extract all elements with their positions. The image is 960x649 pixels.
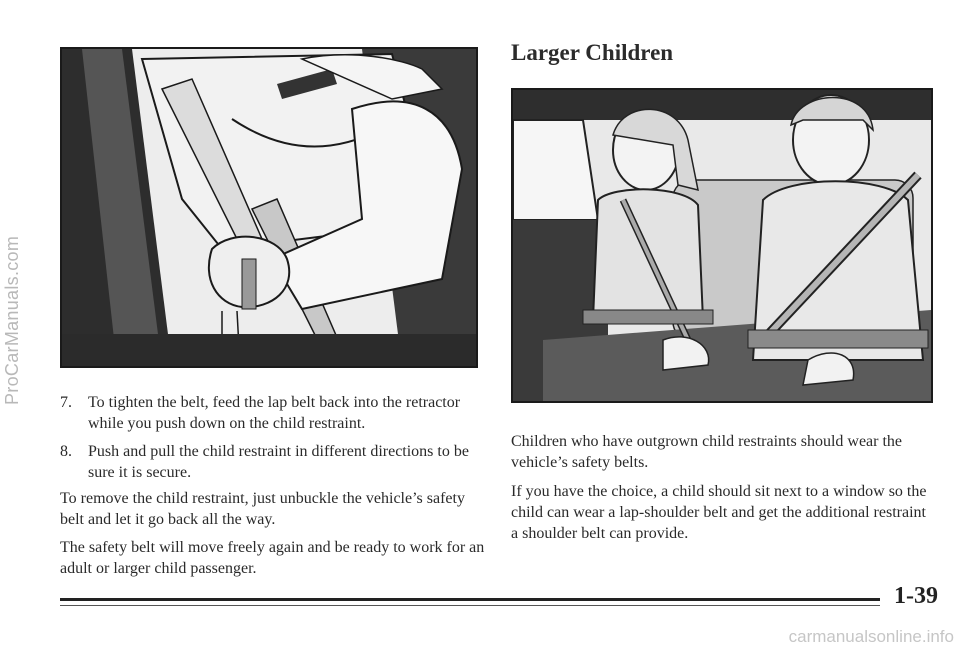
page-number: 1-39 [894, 583, 938, 609]
instruction-step-8 [60, 441, 480, 483]
step-text: To tighten the belt, feed the lap belt back into the retractor while you push down on the child restraint. [88, 394, 461, 432]
larger-children-illustration [511, 88, 933, 403]
paragraph-outgrown-restraints: Children who have outgrown child restraints should wear the vehicle’s safety belts. [511, 433, 903, 471]
paragraph-window-seat: If you have the choice, a child should sit next to a window so the child can wear a lap-shoulder belt and get the additional restraint a shoulder belt can provide. [511, 483, 927, 542]
step-number: 8. [60, 443, 72, 460]
footer-rule [60, 598, 880, 601]
paragraph-belt-moves-freely: The safety belt will move freely again and be ready to work for an adult or larger child passenger. [60, 539, 485, 577]
step-text: Push and pull the child restraint in different directions to be sure it is secure. [88, 443, 469, 481]
section-heading: Larger Children [511, 40, 674, 65]
instruction-step-7 [60, 392, 480, 434]
child-restraint-illustration [60, 47, 478, 368]
footer-rule-thin [60, 605, 880, 606]
step-number: 7. [60, 394, 72, 411]
side-watermark: ProCarManuals.com [2, 235, 22, 405]
paragraph-remove-restraint: To remove the child restraint, just unbuckle the vehicle’s safety belt and let it go back all the way. [60, 490, 465, 528]
bottom-watermark: carmanualsonline.info [788, 627, 954, 646]
